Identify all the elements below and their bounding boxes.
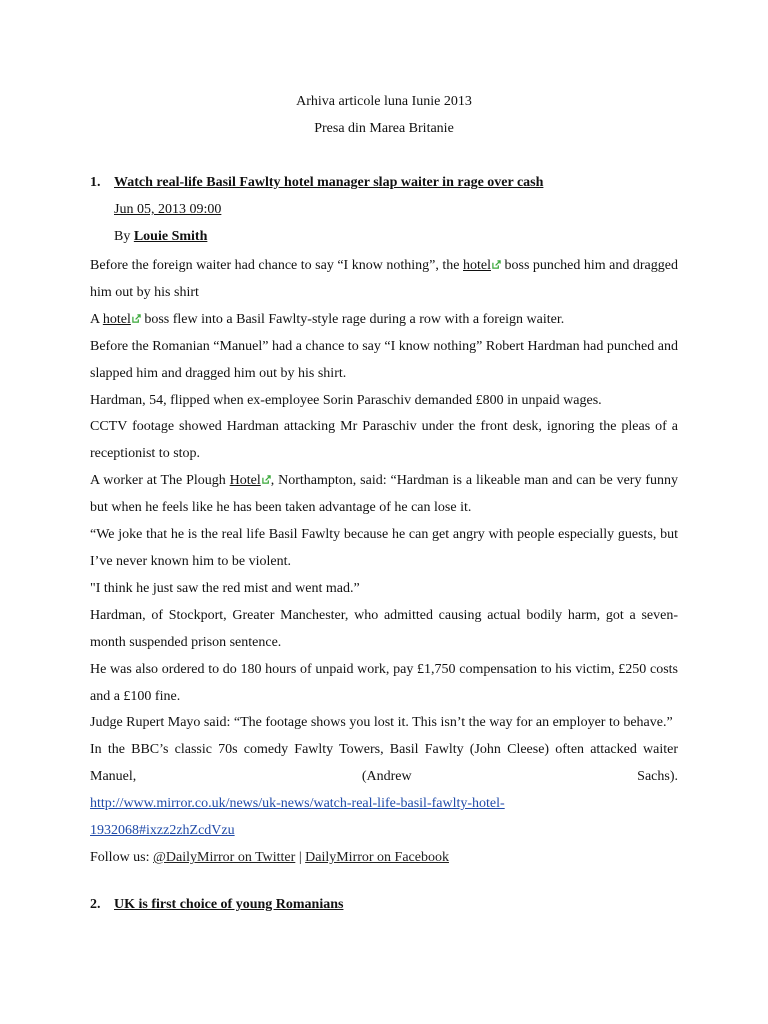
- archive-subtitle: Presa din Marea Britanie: [314, 121, 454, 136]
- follow-us: Follow us: @DailyMirror on Twitter | DailyMirror on Facebook: [90, 849, 449, 865]
- article-date-text: Jun 05, 2013 09:00: [114, 202, 222, 217]
- source-url-cont: [90, 818, 678, 845]
- paragraph: Judge Rupert Mayo said: “The footage shows you lost it. This isn’t the way for an employer to behave.”: [90, 715, 673, 731]
- archive-title: Arhiva articole luna Iunie 2013: [296, 94, 472, 109]
- paragraph: Hardman, 54, flipped when ex-employee Sorin Paraschiv demanded £800 in unpaid wages.: [90, 392, 602, 408]
- facebook-link[interactable]: DailyMirror on Facebook: [305, 849, 449, 865]
- article-2-title-link[interactable]: UK is first choice of young Romanians: [114, 897, 344, 912]
- article-1-body: [90, 253, 678, 872]
- hotel-link[interactable]: Hotel: [229, 473, 261, 489]
- article-1-date: [114, 202, 221, 218]
- paragraph: “We joke that he is the real life Basil Fawlty because he can get angry with people especially guests, but I’ve never known him to be violent.: [90, 527, 678, 569]
- paragraph: CCTV footage showed Hardman attacking Mr Paraschiv under the front desk, ignoring the pleas of a receptionist to stop.: [90, 419, 678, 462]
- paragraph: A worker at The Plough Hotel , Northampton, said: “Hardman is a likeable man and can be very funny but when he feels like he has been taken advantage of he can lose it.: [90, 473, 679, 516]
- article-1-title-link[interactable]: Watch real-life Basil Fawlty hotel manager slap waiter in rage over cash: [114, 175, 544, 190]
- article-1-heading: [90, 175, 543, 191]
- paragraph: Before the foreign waiter had chance to say “I know nothing”, the hotel boss punched him and dragged him out by his shirt: [90, 258, 678, 300]
- paragraph: Before the Romanian “Manuel” had a chance to say “I know nothing” Robert Hardman had punched and slapped him and dragged him out by his shirt.: [90, 338, 678, 381]
- article-1-byline: [114, 229, 207, 245]
- twitter-link[interactable]: @DailyMirror on Twitter: [153, 849, 296, 865]
- author-link[interactable]: Louie Smith: [133, 229, 208, 244]
- source-url: [90, 791, 678, 818]
- external-link-icon: [492, 260, 501, 269]
- paragraph: "I think he just saw the red mist and went mad.”: [90, 580, 360, 596]
- paragraph: A hotel boss flew into a Basil Fawlty-style rage during a row with a foreign waiter.: [90, 311, 565, 327]
- source-url-link-line1[interactable]: http://www.mirror.co.uk/news/uk-news/watch-real-life-basil-fawlty-hotel-: [90, 796, 505, 812]
- paragraph: He was also ordered to do 180 hours of unpaid work, pay £1,750 compensation to his victim, £250 costs and a £100 fine.: [90, 661, 678, 704]
- hotel-link[interactable]: hotel: [463, 258, 491, 273]
- source-url-link-line2[interactable]: 1932068#ixzz2zhZcdVzu: [90, 823, 235, 839]
- by-label: By: [114, 229, 131, 244]
- external-link-icon: [132, 314, 141, 323]
- article-2-number: 2.: [90, 897, 101, 912]
- paragraph: Hardman, of Stockport, Greater Manchester, who admitted causing actual bodily harm, got a seven-month suspended prison sentence.: [90, 607, 678, 650]
- paragraph: In the BBC’s classic 70s comedy Fawlty Towers, Basil Fawlty (John Cleese) often attacked waiter Manuel, (Andrew Sachs).: [90, 742, 678, 785]
- article-1-number: 1.: [90, 175, 101, 190]
- external-link-icon: [262, 475, 271, 484]
- hotel-link[interactable]: hotel: [102, 311, 131, 327]
- article-2-heading: [90, 897, 343, 913]
